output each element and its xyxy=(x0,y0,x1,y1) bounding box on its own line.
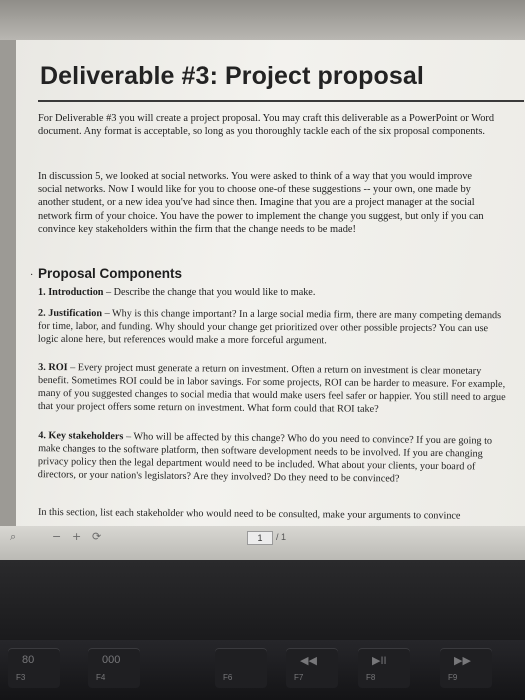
zoom-in-icon[interactable]: + xyxy=(72,530,82,543)
page-title: Deliverable #3: Project proposal xyxy=(40,62,424,90)
component-text: – Who will be affected by this change? Who do you need to convince? If you are going to make changes to the software platform, then software development needs to be involved. If you are changing privacy policy then the legal department would need to be included. What about your clients, your board of directors, or your nation's legislators? Are they involved? Do they need to be convinced? xyxy=(37,431,493,485)
monitor-bezel xyxy=(0,0,525,40)
component-label: 2. Justification xyxy=(38,307,103,320)
search-icon[interactable]: ⌕ xyxy=(10,530,17,543)
pdf-page xyxy=(16,40,525,540)
rotate-icon[interactable]: ⟳ xyxy=(92,530,102,543)
component-label: 1. Introduction xyxy=(38,287,104,298)
component-justification xyxy=(38,307,506,348)
component-label: 3. ROI xyxy=(38,361,68,374)
component-introduction xyxy=(38,286,508,299)
component-text: – Describe the change that you would like to make. xyxy=(103,287,316,298)
pdf-toolbar xyxy=(0,526,525,562)
component-text: – Every project must generate a return on investment. Often a return on investment is clear monetary benefit. Sometimes ROI could be in labor savings. For some projects, ROI can be harder to measure. For example, many of you suggested changes to social media that would make users feel safer or happier. You still need to argue that your project offers some return on investment. What form could that ROI take? xyxy=(37,362,506,415)
title-divider xyxy=(38,100,524,102)
key-f9[interactable]: ▶▶ F9 xyxy=(440,648,492,688)
bullet-icon: · xyxy=(30,270,34,281)
component-label: 4. Key stakeholders xyxy=(38,430,124,443)
discussion-paragraph: In discussion 5, we looked at social networks. You were asked to think of a way that you would improve social networks. Now I would like for you to choose one-of these suggestions -- your own, one made by another student, or a new idea you've had since then. Imagine that you are a project manager at the social network firm of your choice. You have the power to implement the change you suggest, but only if you can convince key stakeholders within the firm that the change needs to be made! xyxy=(38,171,484,235)
key-f4[interactable]: 000 F4 xyxy=(88,648,140,688)
component-roi xyxy=(38,361,508,417)
page-total: / 1 xyxy=(276,532,287,542)
keyboard-function-row xyxy=(0,640,525,700)
key-f8[interactable]: ▶II F8 xyxy=(358,648,410,688)
key-f7[interactable]: ◀◀ F7 xyxy=(286,648,338,688)
key-f6[interactable]: F6 xyxy=(215,648,267,688)
intro-paragraph: For Deliverable #3 you will create a project proposal. You may craft this deliverable as a PowerPoint or Word document. Any format is acceptable, so long as you thoroughly tackle each of the six proposal components. xyxy=(38,113,495,138)
page-number-input[interactable]: 1 xyxy=(247,531,273,545)
component-text: – Why is this change important? In a large social media firm, there are many competing demands for time, labor, and funding. Why should your change get prioritized over other possible projects? You can use logic alone here, but references would make a more forceful argument. xyxy=(37,308,502,347)
zoom-out-icon[interactable]: − xyxy=(52,530,62,543)
key-f3[interactable]: 80 F3 xyxy=(8,648,60,688)
section-heading: Proposal Components xyxy=(38,266,183,281)
stakeholder-note: In this section, list each stakeholder who would need to be consulted, make your arguments to convince xyxy=(37,506,461,522)
component-stakeholders xyxy=(38,429,509,487)
